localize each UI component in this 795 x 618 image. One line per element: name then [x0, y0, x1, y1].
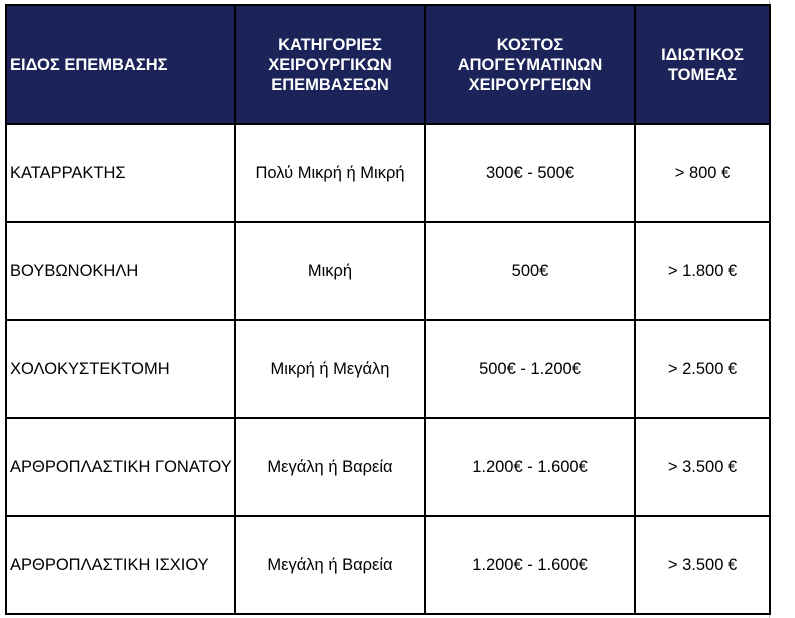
cell-private-sector: > 2.500 €	[635, 320, 770, 418]
cell-surgery-type: ΑΡΘΡΟΠΛΑΣΤΙΚΗ ΙΣΧΙΟΥ	[6, 516, 235, 614]
header-afternoon-cost	[425, 5, 635, 124]
header-afternoon-cost-label: ΚΟΣΤΟΣ ΑΠΟΓΕΥΜΑΤΙΝΩΝ ΧΕΙΡΟΥΡΓΕΙΩΝ	[457, 35, 603, 94]
table-row	[6, 418, 770, 516]
cell-surgery-type: ΑΡΘΡΟΠΛΑΣΤΙΚΗ ΓΟΝΑΤΟΥ	[6, 418, 235, 516]
cell-afternoon-cost: 300€ - 500€	[425, 124, 635, 222]
cell-surgery-category: Μεγάλη ή Βαρεία	[235, 516, 425, 614]
cell-surgery-type: ΚΑΤΑΡΡΑΚΤΗΣ	[6, 124, 235, 222]
header-surgery-category-label: ΚΑΤΗΓΟΡΙΕΣ ΧΕΙΡΟΥΡΓΙΚΩΝ ΕΠΕΜΒΑΣΕΩΝ	[268, 35, 392, 94]
surgery-cost-table	[5, 4, 771, 615]
table-row	[6, 124, 770, 222]
cell-surgery-category: Μικρή	[235, 222, 425, 320]
table-row	[6, 222, 770, 320]
table-header	[6, 5, 770, 124]
cell-afternoon-cost: 500€ - 1.200€	[425, 320, 635, 418]
cell-private-sector: > 800 €	[635, 124, 770, 222]
cell-surgery-category: Μικρή ή Μεγάλη	[235, 320, 425, 418]
cell-afternoon-cost: 1.200€ - 1.600€	[425, 418, 635, 516]
cell-surgery-category: Μεγάλη ή Βαρεία	[235, 418, 425, 516]
header-private-sector	[635, 5, 770, 124]
cell-surgery-category: Πολύ Μικρή ή Μικρή	[235, 124, 425, 222]
header-surgery-type-label: ΕΙΔΟΣ ΕΠΕΜΒΑΣΗΣ	[10, 55, 168, 74]
table-row	[6, 516, 770, 614]
table-body	[6, 124, 770, 614]
cell-private-sector: > 3.500 €	[635, 418, 770, 516]
cell-private-sector: > 3.500 €	[635, 516, 770, 614]
cell-surgery-type: ΧΟΛΟΚΥΣΤΕΚΤΟΜΗ	[6, 320, 235, 418]
cell-private-sector: > 1.800 €	[635, 222, 770, 320]
cell-afternoon-cost: 500€	[425, 222, 635, 320]
cell-afternoon-cost: 1.200€ - 1.600€	[425, 516, 635, 614]
header-surgery-type	[6, 5, 235, 124]
header-surgery-category	[235, 5, 425, 124]
header-row	[6, 5, 770, 124]
header-private-sector-label: ΙΔΙΩΤΙΚΟΣ ΤΟΜΕΑΣ	[661, 45, 744, 84]
table-row	[6, 320, 770, 418]
cell-surgery-type: ΒΟΥΒΩΝΟΚΗΛΗ	[6, 222, 235, 320]
